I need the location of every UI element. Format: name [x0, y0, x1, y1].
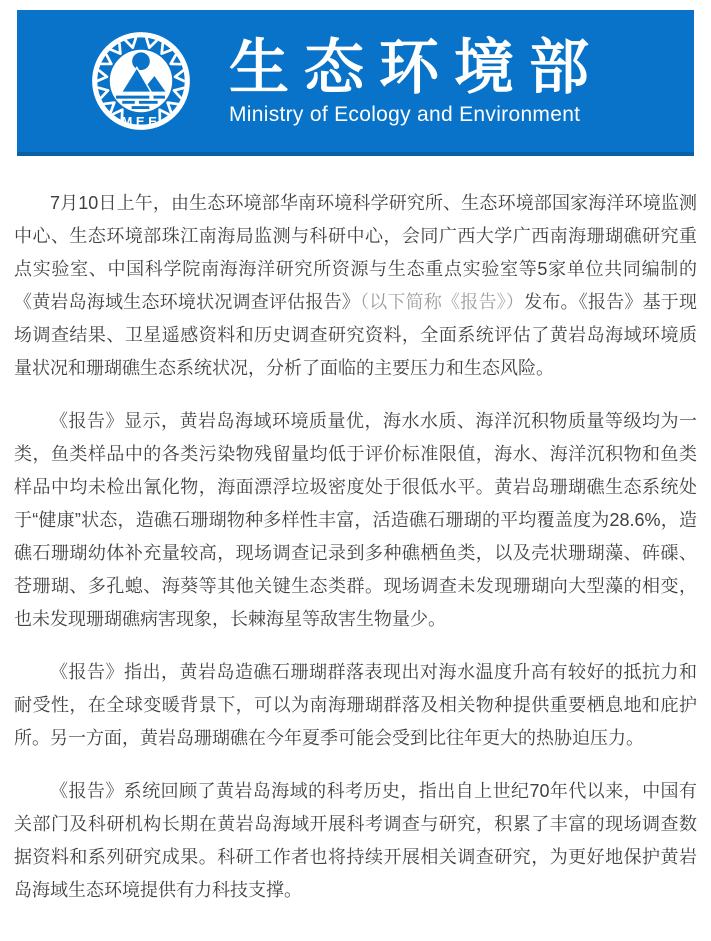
paragraph-1 — [14, 187, 697, 385]
ministry-title-cn: 生态环境部 — [229, 33, 604, 101]
article-body — [0, 187, 711, 907]
sun-icon — [132, 52, 150, 70]
paragraph-2 — [14, 405, 697, 636]
paragraph-1-text: 7月10日上午，由生态环境部华南环境科学研究所、生态环境部国家海洋环境监测中心、生态环境部珠江南海局监测与科研中心，会同广西大学广西南海珊瑚礁研究重点实验室、中国科学院南海海洋研究所资源与生态重点实验室等5家单位共同编制的《黄岩岛海域生态环境状况调查评估报告》 — [14, 193, 697, 312]
ministry-title-en: Ministry of Ecology and Environment — [229, 102, 581, 126]
mee-logo — [89, 29, 193, 133]
mee-emblem-icon — [89, 29, 193, 133]
paragraph-2-text: 《报告》显示，黄岩岛海域环境质量优，海水水质、海洋沉积物质量等级均为一类，鱼类样品中的各类污染物残留量均低于评价标准限值，海水、海洋沉积物和鱼类样品中均未检出氰化物，海面漂浮垃圾密度处于很低水平。黄岩岛珊瑚礁生态系统处于“健康”状态，造礁石珊瑚物种多样性丰富，活造礁石珊瑚的平均覆盖度为28.6%，造礁石珊瑚幼体补充量较高，现场调查记录到多种礁栖鱼类，以及壳状珊瑚藻、砗磲、苍珊瑚、多孔螅、海葵等其他关键生态类群。现场调查未发现珊瑚向大型藻的相变，也未发现珊瑚礁病害现象，长棘海星等敌害生物量少。 — [14, 411, 697, 629]
mee-header-banner — [17, 10, 694, 156]
article-page — [0, 10, 711, 941]
mee-logo-text: MEE — [121, 114, 161, 130]
paragraph-3-text: 《报告》指出，黄岩岛造礁石珊瑚群落表现出对海水温度升高有较好的抵抗力和耐受性，在全球变暖背景下，可以为南海珊瑚群落及相关物种提供重要栖息地和庇护所。另一方面，黄岩岛珊瑚礁在今年夏季可能会受到比往年更大的热胁迫压力。 — [14, 662, 697, 748]
paragraph-3 — [14, 656, 697, 755]
header-titles — [229, 33, 604, 127]
paragraph-4 — [14, 775, 697, 907]
paragraph-4-text: 《报告》系统回顾了黄岩岛海域的科考历史，指出自上世纪70年代以来，中国有关部门及科研机构长期在黄岩岛海域开展科考调查与研究，积累了丰富的现场调查数据资料和系列研究成果。科研工作者也将持续开展相关调查研究，为更好地保护黄岩岛海域生态环境提供有力科技支撑。 — [14, 781, 697, 900]
paragraph-1-muted-note: （以下简称《报告》） — [360, 292, 525, 312]
paragraph-1-text-cont: 发布。《报告》基于现场调查结果、卫星遥感资料和历史调查研究资料，全面系统评估了黄岩岛海域环境质量状况和珊瑚礁生态系统状况，分析了面临的主要压力和生态风险。 — [14, 292, 698, 378]
